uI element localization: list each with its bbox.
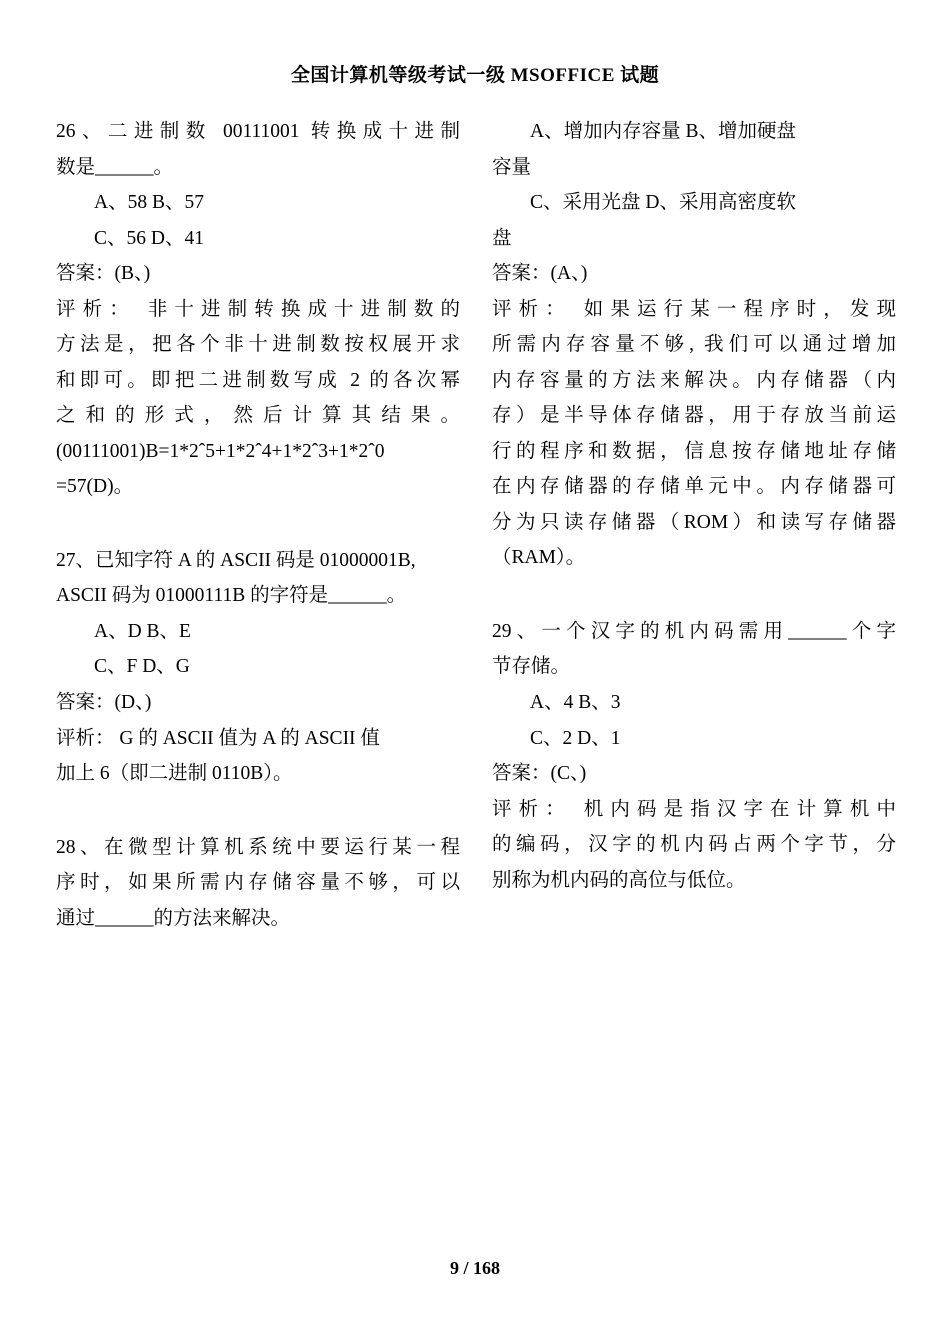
q27-answer: 答案：(D、) [56, 691, 152, 713]
question-29 [492, 615, 896, 897]
q28-analysis-line1: 评析： 如果运行某一程序时，发现 [492, 298, 896, 320]
block-spacer [492, 589, 896, 615]
q27-options-line2: C、F D、G [94, 656, 190, 678]
q26-analysis-line4: 之和的形式，然后计算其结果。 [56, 405, 460, 427]
page-footer: 9 / 168 [449, 1258, 500, 1278]
q26-analysis-line1: 评析： 非十进制转换成十进制数的 [56, 298, 460, 320]
q26-stem-line2: 数是______。 [56, 156, 174, 178]
q26-analysis-line5: (00111001)B=1*2ˆ5+1*2ˆ4+1*2ˆ3+1*2ˆ0 [56, 440, 385, 462]
q28-stem-line1: 28、在微型计算机系统中要运行某一程 [56, 836, 460, 858]
q29-stem-line1: 29、一个汉字的机内码需用______个字 [492, 620, 896, 642]
q26-options-line2: C、56 D、41 [94, 227, 204, 249]
q29-answer: 答案：(C、) [492, 763, 587, 785]
q27-stem-line2: ASCII 码为 01000111B 的字符是______。 [56, 585, 407, 607]
q26-stem-line1: 26、二进制数 00111001 转换成十进制 [56, 121, 460, 142]
q26-analysis-line2: 方法是，把各个非十进制数按权展开求 [56, 334, 460, 356]
q29-analysis-line3: 别称为机内码的高位与低位。 [492, 869, 746, 891]
q28-options-line4: 盘 [492, 227, 512, 249]
right-column [492, 115, 896, 1225]
q28-options-line3: C、采用光盘 D、采用高密度软 [530, 192, 796, 214]
q29-options-line2: C、2 D、1 [530, 727, 621, 749]
q28-analysis-line3: 内存容量的方法来解决。内存储器（内 [492, 369, 896, 391]
q28-analysis-line8: （RAM）。 [492, 547, 586, 569]
q26-answer: 答案：(B、) [56, 263, 151, 285]
q29-analysis-line2: 的编码，汉字的机内码占两个字节，分 [492, 834, 896, 856]
q28-stem-line2: 序时，如果所需内存储容量不够，可以 [56, 872, 460, 894]
q27-analysis-line2: 加上 6（即二进制 0110B）。 [56, 763, 293, 785]
q29-analysis-line1: 评析： 机内码是指汉字在计算机中 [492, 798, 896, 820]
question-27 [56, 544, 460, 791]
q26-analysis-line6: =57(D)。 [56, 476, 134, 498]
page-header: 全国计算机等级考试一级 MSOFFICE 试题 [290, 65, 660, 86]
q27-analysis-line1: 评析： G 的 ASCII 值为 A 的 ASCII 值 [56, 727, 380, 749]
q28-options-line2: 容量 [492, 156, 532, 178]
q29-options-line1: A、4 B、3 [530, 691, 621, 713]
q28-analysis-line4: 存）是半导体存储器，用于存放当前运 [492, 405, 896, 427]
q28-analysis-line6: 在内存储器的存储单元中。内存储器可 [492, 476, 896, 498]
q28-answer: 答案：(A、) [492, 263, 588, 285]
q28-analysis-line5: 行的程序和数据，信息按存储地址存储 [492, 440, 896, 462]
q28-analysis-line7: 分为只读存储器（ROM）和读写存储器 [492, 511, 896, 533]
block-spacer [56, 805, 460, 831]
q28-analysis-line2: 所需内存容量不够, 我们可以通过增加 [492, 334, 896, 356]
question-28-continued [492, 115, 896, 575]
q29-stem-line2: 节存储。 [492, 656, 571, 678]
q27-options-line1: A、D B、E [94, 620, 191, 642]
question-26 [56, 115, 460, 504]
two-column-body [56, 115, 896, 1225]
left-column [56, 115, 460, 1225]
block-spacer [56, 518, 460, 544]
q26-analysis-line3: 和即可。即把二进制数写成 2 的各次幂 [56, 369, 460, 391]
question-28 [56, 831, 460, 936]
q26-options-line1: A、58 B、57 [94, 192, 204, 214]
q28-stem-line3: 通过______的方法来解决。 [56, 907, 291, 929]
q28-options-line1: A、增加内存容量 B、增加硬盘 [530, 121, 796, 142]
q27-stem-line1: 27、已知字符 A 的 ASCII 码是 01000001B, [56, 549, 416, 571]
